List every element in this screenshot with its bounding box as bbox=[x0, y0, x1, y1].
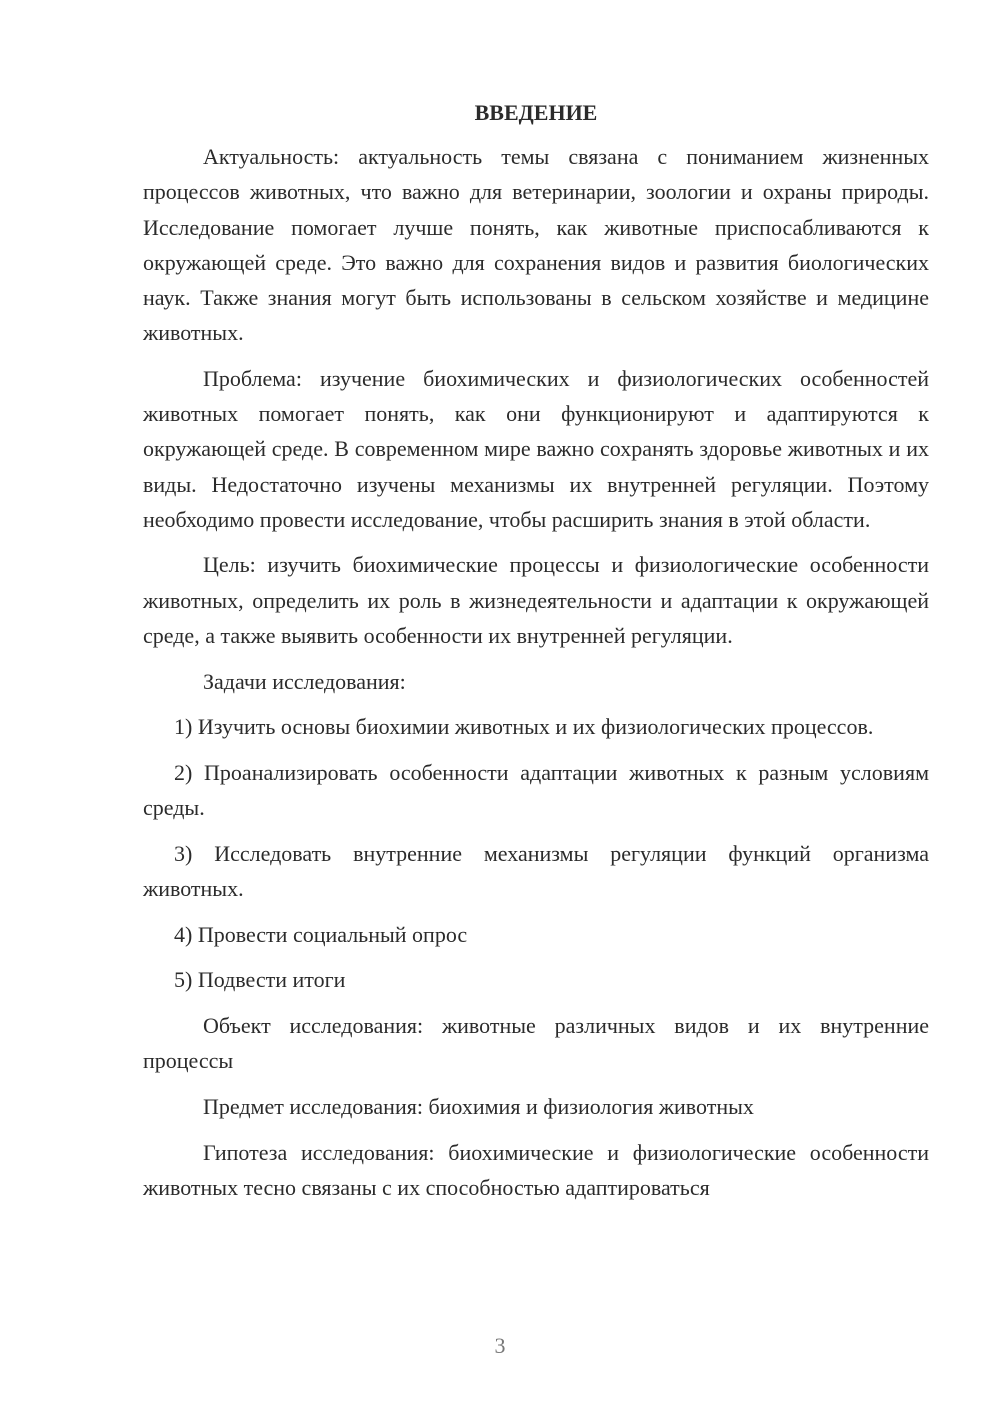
hypothesis-paragraph: Гипотеза исследования: биохимические и физиологические особенности животных тесно связаны с их способностью адаптироваться bbox=[143, 1139, 929, 1200]
task-item-2: 2) Проанализировать особенности адаптации животных к разным условиям среды. bbox=[143, 759, 929, 821]
page-title: ВВЕДЕНИЕ bbox=[474, 100, 598, 125]
relevance-paragraph: Актуальность: актуальность темы связана с пониманием жизненных процессов животных, что важно для ветеринарии, зоологии и охраны природы. Исследование помогает лучше понять, как животные приспосабливаются к окружающей среде. Это важно для сохранения видов и развития биологических наук. Также знания могут быть использованы в сельском хозяйстве и медицине животных. bbox=[143, 144, 929, 346]
task-item-4: 4) Провести социальный опрос bbox=[174, 921, 468, 947]
task-item-3: 3) Исследовать внутренние механизмы регуляции функций организма животных. bbox=[143, 840, 929, 902]
tasks-title: Задачи исследования: bbox=[203, 668, 406, 694]
problem-paragraph: Проблема: изучение биохимических и физиологических особенностей животных помогает понять, как они функционируют и адаптируются к окружающей среде. В современном мире важно сохранять здоровье животных и их виды. Недостаточно изучены механизмы их внутренней регуляции. Поэтому необходимо провести исследование, чтобы расширить знания в этой области. bbox=[143, 365, 929, 532]
document-page bbox=[143, 95, 929, 1216]
object-paragraph: Объект исследования: животные различных видов и их внутренние процессы bbox=[143, 1013, 929, 1074]
task-item-5: 5) Подвести итоги bbox=[174, 967, 346, 993]
page-number: 3 bbox=[494, 1333, 506, 1358]
subject-paragraph: Предмет исследования: биохимия и физиология животных bbox=[203, 1094, 754, 1120]
goal-paragraph: Цель: изучить биохимические процессы и физиологические особенности животных, определить их роль в жизнедеятельности и адаптации к окружающей среде, а также выявить особенности их внутренней регуляции. bbox=[143, 552, 929, 648]
task-item-1: 1) Изучить основы биохимии животных и их физиологических процессов. bbox=[174, 714, 874, 740]
